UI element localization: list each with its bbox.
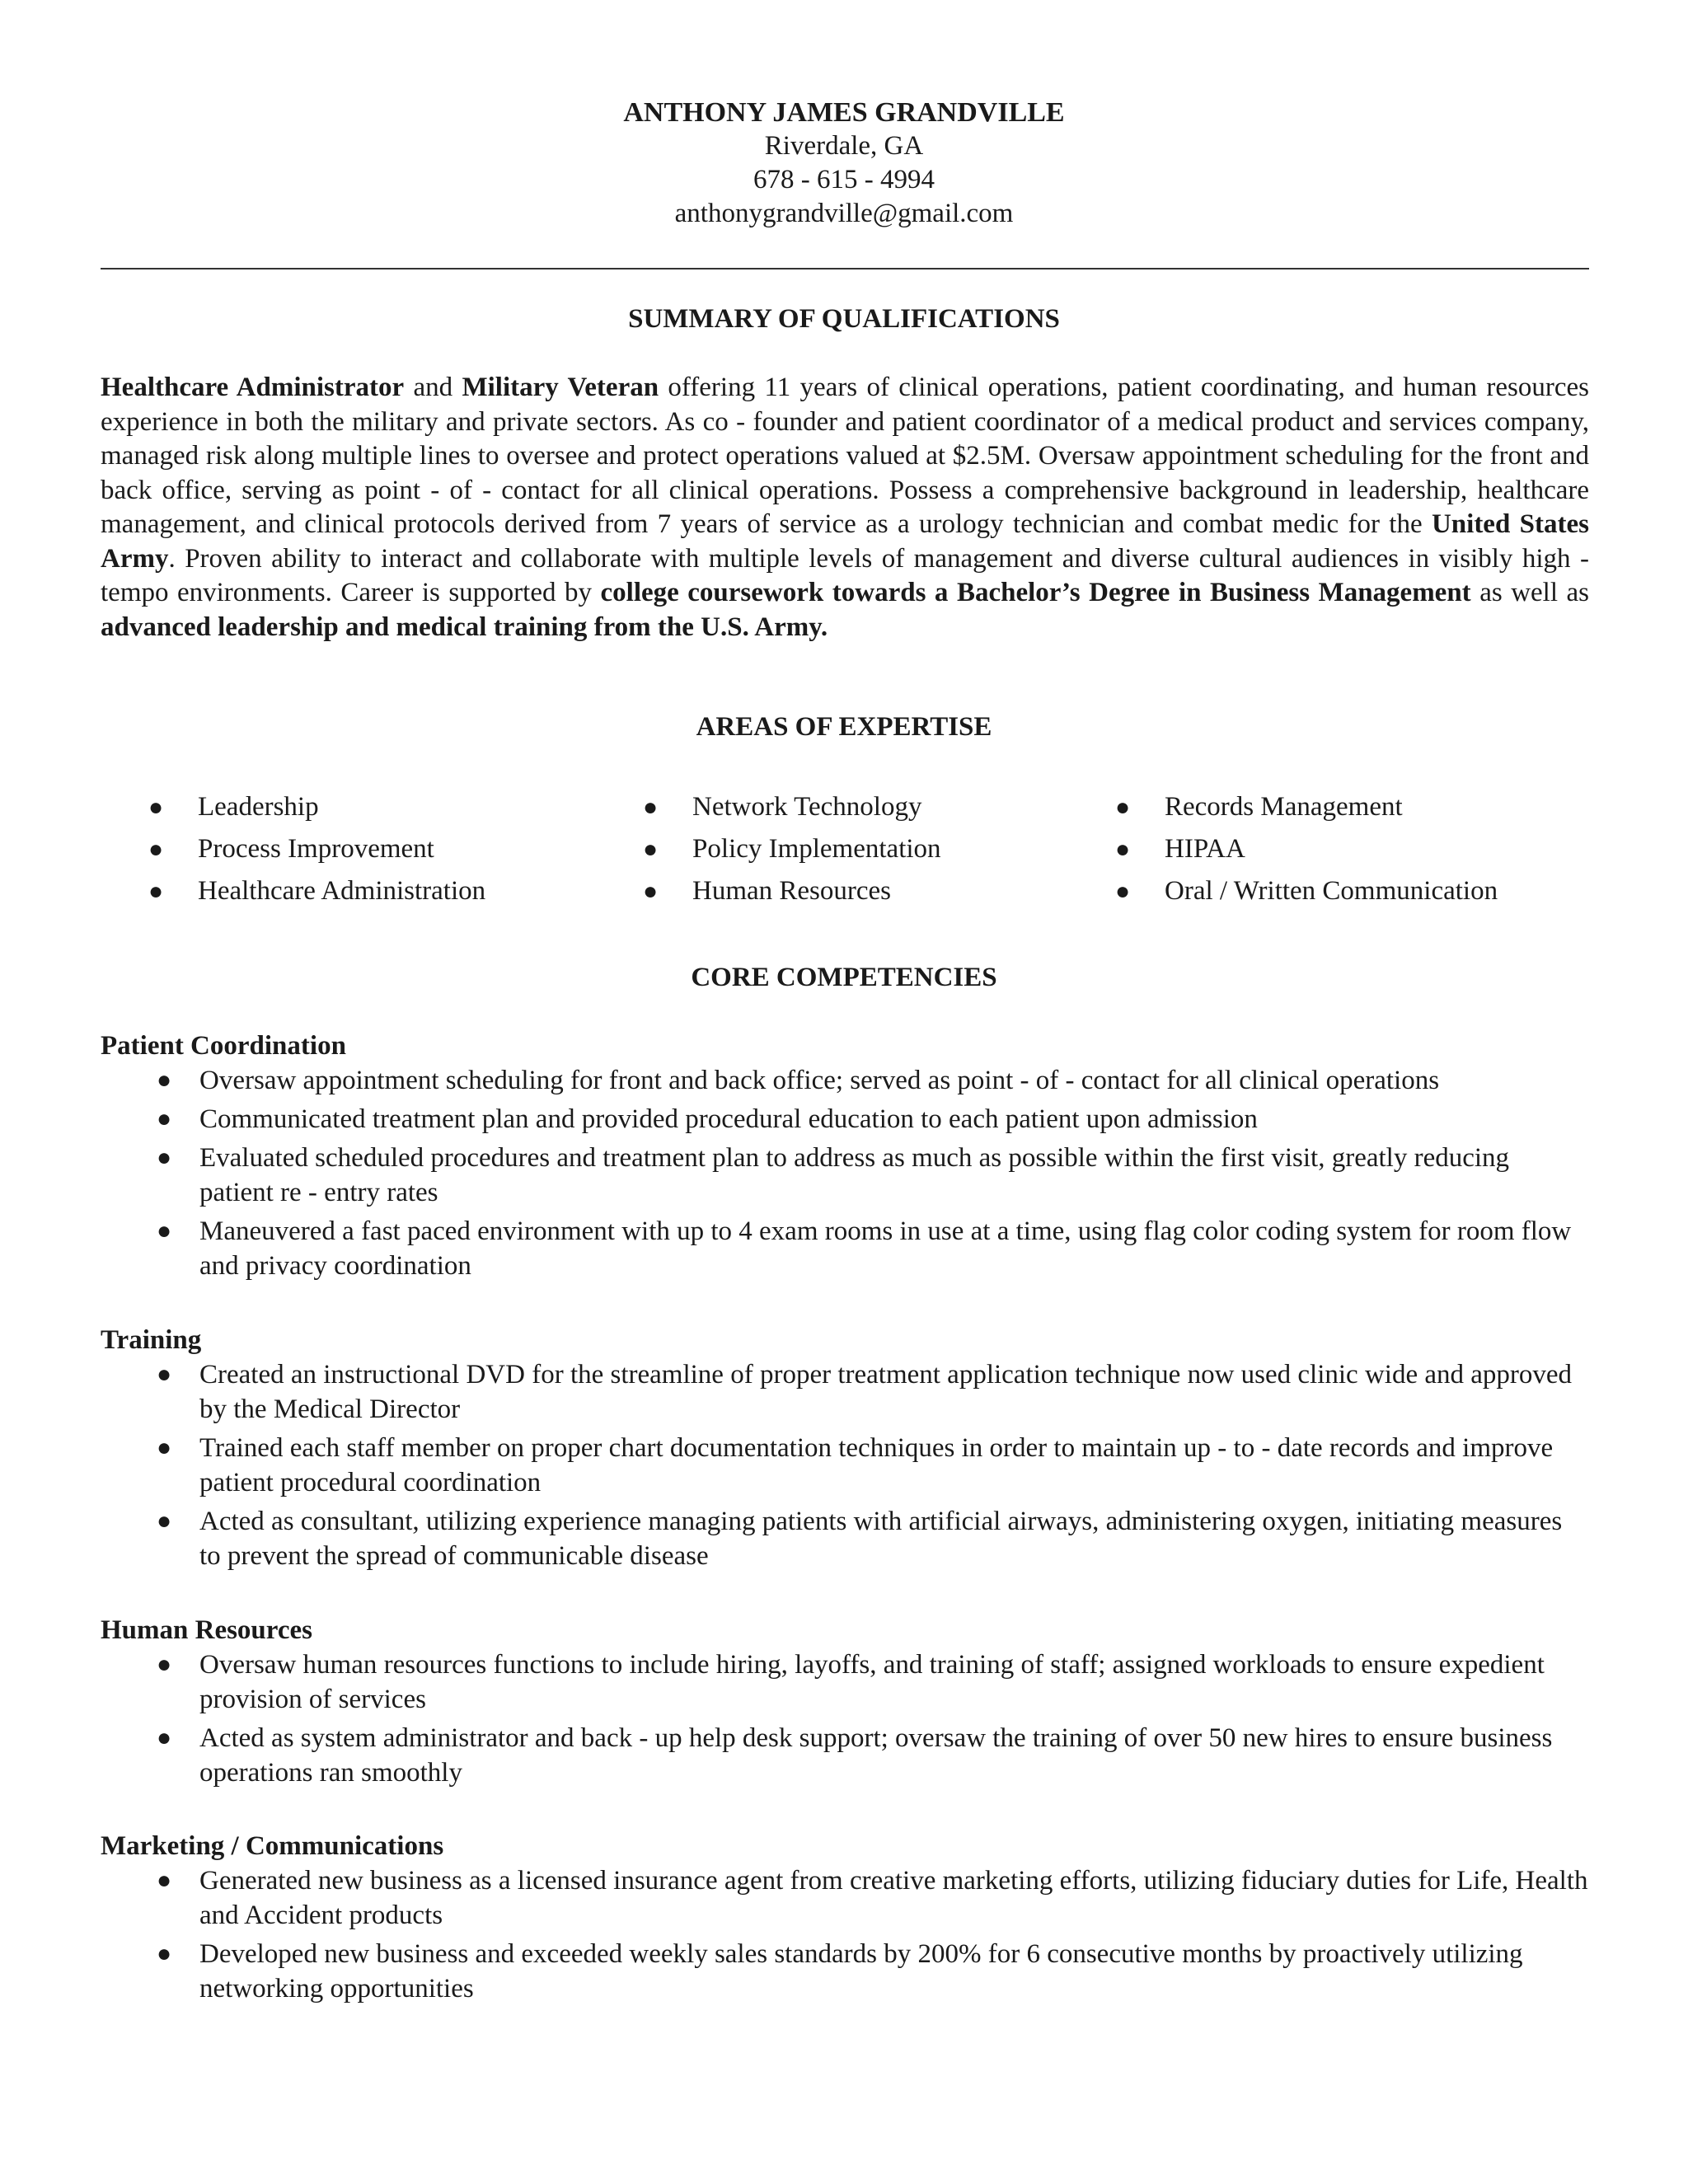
candidate-name: ANTHONY JAMES GRANDVILLE [623, 97, 1065, 128]
list-item-text: Maneuvered a fast paced environment with up to 4 exam rooms in use at a time, using flag color coding system for room flow and privacy coordination [199, 1216, 1572, 1281]
candidate-phone: 678 - 615 - 4994 [753, 165, 935, 194]
list-item-text: Communicated treatment plan and provided procedural education to each patient upon admission [199, 1104, 1258, 1134]
competency-heading: Patient Coordination [101, 1031, 346, 1061]
summary-heading: SUMMARY OF QUALIFICATIONS [628, 304, 1060, 334]
expertise-item-label: Policy Implementation [692, 834, 941, 864]
summary-segment: college coursework towards a Bachelor’s Degree in Business Management [600, 578, 1471, 607]
list-item [101, 1102, 1589, 1137]
list-item [101, 1214, 1589, 1283]
list-item-text: Developed new business and exceeded weekly sales standards by 200% for 6 consecutive months by proactively utilizing networking opportunities [199, 1939, 1523, 2004]
expertise-heading: AREAS OF EXPERTISE [696, 712, 992, 742]
candidate-email: anthonygrandville@gmail.com [674, 199, 1014, 228]
bullet-icon: ● [643, 836, 659, 863]
summary-segment: Healthcare Administrator [101, 373, 405, 402]
list-item-text: Oversaw appointment scheduling for front and back office; served as point - of - contact for all clinical operations [199, 1066, 1440, 1095]
bullet-icon: ● [157, 1217, 172, 1244]
expertise-item-label: Healthcare Administration [198, 876, 486, 906]
list-item [101, 1357, 1589, 1427]
competency-heading: Marketing / Communications [101, 1831, 444, 1861]
list-item-text: Oversaw human resources functions to include hiring, layoffs, and training of staff; assigned workloads to ensure expedient provision of services [199, 1650, 1545, 1714]
list-item [101, 1721, 1589, 1790]
expertise-item-label: Human Resources [692, 876, 892, 906]
list-item [101, 1937, 1589, 2006]
list-item-text: Trained each staff member on proper chart documentation techniques in order to maintain up - to - date records and improve patient procedural coordination [199, 1433, 1554, 1497]
competency-list [101, 1863, 1589, 2006]
expertise-item-label: Leadership [198, 792, 319, 822]
bullet-icon: ● [148, 836, 164, 863]
expertise-item [148, 870, 485, 912]
list-item [101, 1647, 1589, 1717]
expertise-item [148, 786, 485, 828]
expertise-item-label: Oral / Written Communication [1165, 876, 1498, 906]
bullet-icon: ● [148, 878, 164, 905]
bullet-icon: ● [157, 1940, 172, 1967]
summary-segment: as well as [1470, 578, 1590, 607]
list-item [101, 1504, 1589, 1573]
bullet-icon: ● [1115, 794, 1131, 821]
bullet-icon: ● [157, 1724, 172, 1751]
summary-segment: advanced leadership and medical training from the U.S. Army. [101, 612, 828, 642]
expertise-item [148, 828, 485, 870]
expertise-item-label: Network Technology [692, 792, 922, 822]
competencies-heading: CORE COMPETENCIES [691, 963, 997, 992]
list-item-text: Created an instructional DVD for the streamline of proper treatment application technique now used clinic wide and approved by the Medical Director [199, 1360, 1573, 1424]
candidate-location: Riverdale, GA [764, 131, 924, 161]
competency-list [101, 1063, 1589, 1283]
expertise-column-1 [148, 786, 485, 912]
bullet-icon: ● [148, 794, 164, 821]
list-item [101, 1431, 1589, 1500]
competency-group-patient-coordination [101, 1029, 1589, 1287]
competency-heading: Human Resources [101, 1615, 312, 1645]
bullet-icon: ● [643, 878, 659, 905]
expertise-item-label: Process Improvement [198, 834, 434, 864]
bullet-icon: ● [157, 1507, 172, 1535]
list-item [101, 1141, 1589, 1210]
summary-segment: and [404, 373, 462, 402]
bullet-icon: ● [643, 794, 659, 821]
list-item-text: Generated new business as a licensed insurance agent from creative marketing efforts, utilizing fiduciary duties for Life, Health and Accident products [199, 1866, 1588, 1930]
competency-group-human-resources [101, 1613, 1589, 1794]
bullet-icon: ● [157, 1361, 172, 1388]
list-item-text: Evaluated scheduled procedures and treatment plan to address as much as possible within the first visit, greatly reducing patient re - entry rates [199, 1143, 1510, 1207]
bullet-icon: ● [1115, 836, 1131, 863]
bullet-icon: ● [157, 1434, 172, 1461]
summary-segment: Military Veteran [462, 373, 659, 402]
competency-list [101, 1647, 1589, 1790]
list-item [101, 1063, 1589, 1098]
expertise-item-label: HIPAA [1165, 834, 1245, 864]
expertise-item [643, 870, 941, 912]
competency-group-marketing-communications [101, 1829, 1589, 2010]
expertise-column-3 [1115, 786, 1498, 912]
bullet-icon: ● [157, 1651, 172, 1678]
summary-segment: offering 11 years of clinical operations, patient coordinating, and human resources experience in both the military and private sectors. As co - founder and patient coordinator of a medical product and services company, managed risk along multiple lines to oversee and protect operations valued at $2.5M. Oversaw appointment scheduling for the front and back office, serving as point - of - contact for all clinical operations. Possess a comprehensive background in leadership, healthcare management, and clinical protocols derived from 7 years of service as a urology technician and combat medic for the [101, 373, 1589, 539]
list-item-text: Acted as system administrator and back - up help desk support; oversaw the training of over 50 new hires to ensure business operations ran smoothly [199, 1723, 1553, 1788]
header-divider [101, 268, 1589, 269]
expertise-item [1115, 870, 1498, 912]
competency-list [101, 1357, 1589, 1573]
expertise-item [1115, 828, 1498, 870]
expertise-item-label: Records Management [1165, 792, 1403, 822]
bullet-icon: ● [1115, 878, 1131, 905]
expertise-column-2 [643, 786, 941, 912]
bullet-icon: ● [157, 1867, 172, 1894]
summary-paragraph [101, 371, 1589, 644]
bullet-icon: ● [157, 1144, 172, 1171]
expertise-item [643, 786, 941, 828]
expertise-item [643, 828, 941, 870]
bullet-icon: ● [157, 1066, 172, 1094]
contact-header [0, 96, 1688, 231]
list-item [101, 1863, 1589, 1933]
competency-heading: Training [101, 1325, 202, 1355]
list-item-text: Acted as consultant, utilizing experience managing patients with artificial airways, administering oxygen, initiating measures to prevent the spread of communicable disease [199, 1507, 1563, 1571]
summary-segment: United States Army [101, 509, 1589, 574]
competency-group-training [101, 1323, 1589, 1577]
bullet-icon: ● [157, 1105, 172, 1132]
summary-segment: . Proven ability to interact and collaborate with multiple levels of management and diverse cultural audiences in visibly high - tempo environments. Career is supported by [101, 543, 1589, 607]
expertise-item [1115, 786, 1498, 828]
